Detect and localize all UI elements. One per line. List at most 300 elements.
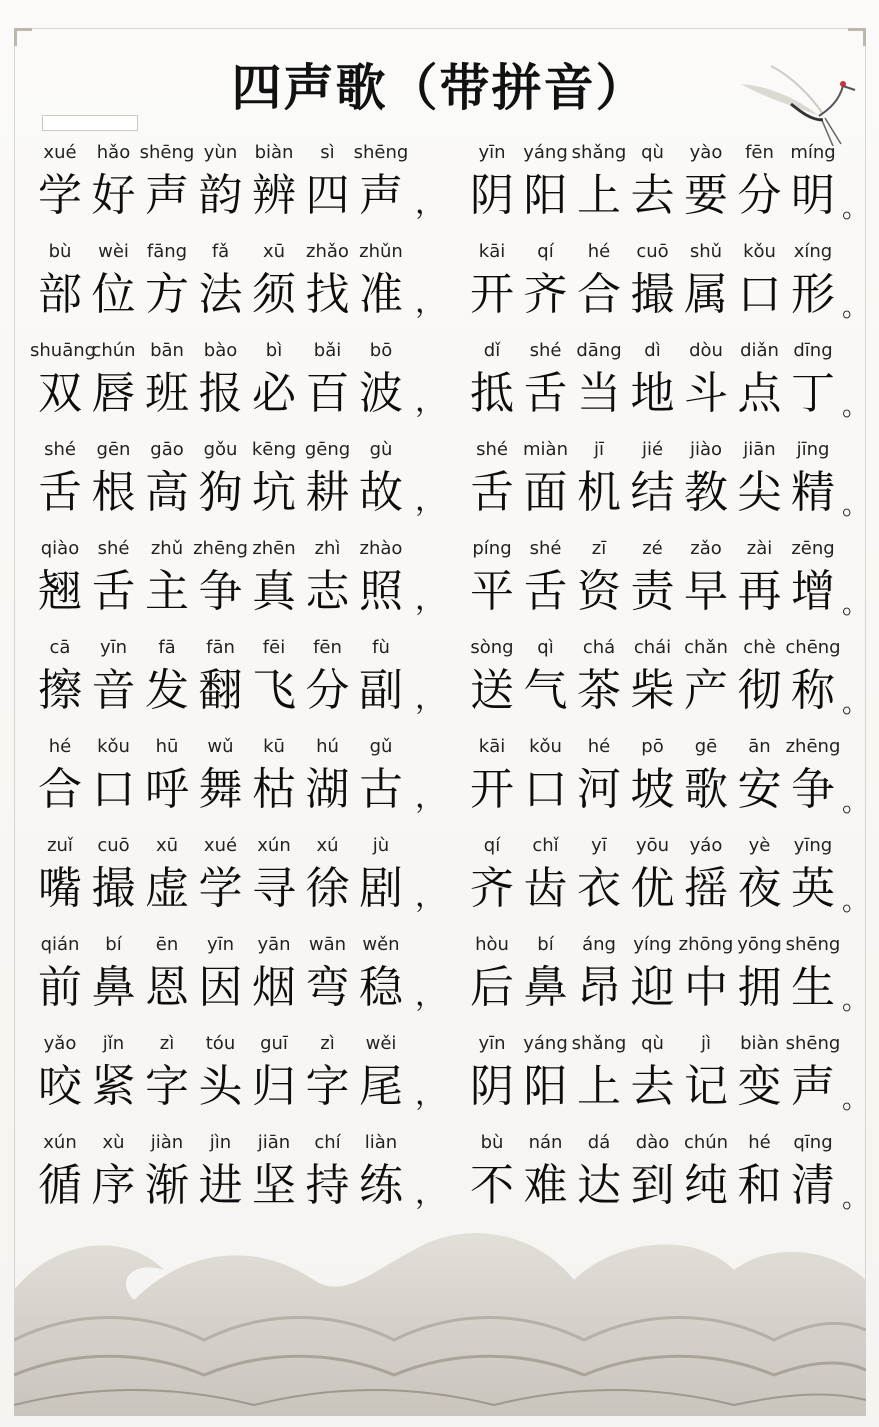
pinyin-syllable: xū: [155, 835, 179, 856]
hanzi-char: 齿: [523, 863, 568, 914]
pinyin-line: [34, 835, 424, 859]
hanzi-char: 呼: [145, 764, 189, 815]
pinyin-line: [34, 1132, 424, 1156]
pinyin-syllable: sì: [320, 142, 335, 163]
hanzi-line: [34, 267, 434, 323]
hanzi-char: 寻: [252, 863, 296, 914]
pinyin-syllable: shēng: [139, 142, 195, 163]
verse-line-left: [34, 435, 434, 534]
pinyin-syllable: míng: [790, 142, 836, 163]
pinyin-syllable: chǐ: [532, 835, 559, 856]
pinyin-syllable: píng: [472, 538, 512, 559]
hanzi-line: [34, 366, 434, 422]
hanzi-char: 合: [577, 269, 621, 320]
hanzi-char: 上: [577, 170, 621, 221]
hanzi-char: 拥: [737, 962, 782, 1013]
pinyin-syllable: shēng: [353, 142, 409, 163]
hanzi-char: 纯: [684, 1160, 728, 1211]
hanzi-char: 头: [198, 1061, 243, 1112]
hanzi-char: 气: [523, 665, 568, 716]
verse-row: [0, 534, 879, 633]
hanzi-line: [466, 762, 869, 818]
pinyin-syllable: yíng: [633, 934, 672, 955]
pinyin-syllable: kǒu: [529, 736, 562, 757]
hanzi-char: 坡: [630, 764, 675, 815]
pinyin-syllable: jiàn: [150, 1132, 184, 1153]
hanzi-char: 进: [198, 1160, 243, 1211]
comma-mark: ，: [415, 681, 445, 716]
pinyin-syllable: gǒu: [203, 439, 238, 460]
pinyin-syllable: dǐ: [483, 340, 501, 361]
verse-line-left: [34, 534, 434, 633]
hanzi-char: 开: [470, 269, 514, 320]
hanzi-char: 因: [198, 962, 243, 1013]
hanzi-char: 鼻: [91, 962, 136, 1013]
hanzi-char: 生: [791, 962, 835, 1013]
pinyin-syllable: zhōng: [678, 934, 734, 955]
hanzi-line: [34, 861, 434, 917]
hanzi-char: 昂: [577, 962, 621, 1013]
pinyin-line: [34, 637, 424, 661]
hanzi-char: 翘: [38, 566, 82, 617]
hanzi-line: [466, 960, 869, 1016]
pinyin-syllable: zì: [159, 1033, 175, 1054]
hanzi-char: 烟: [252, 962, 296, 1013]
verse-row: [0, 138, 879, 237]
verse-row: [0, 633, 879, 732]
pinyin-syllable: qù: [641, 1033, 664, 1054]
hanzi-char: 到: [630, 1160, 675, 1211]
hanzi-char: 口: [91, 764, 136, 815]
pinyin-line: [466, 934, 856, 958]
hanzi-line: [466, 465, 869, 521]
hanzi-char: 声: [145, 170, 189, 221]
pinyin-syllable: xún: [257, 835, 291, 856]
pinyin-syllable: yùn: [203, 142, 238, 163]
hanzi-line: [34, 762, 434, 818]
hanzi-char: 咬: [38, 1061, 82, 1112]
pinyin-syllable: zī: [591, 538, 607, 559]
pinyin-line: [466, 538, 856, 562]
hanzi-char: 耕: [305, 467, 350, 518]
hanzi-char: 必: [252, 368, 296, 419]
hanzi-char: 平: [470, 566, 514, 617]
period-mark: 。: [842, 788, 869, 818]
pinyin-syllable: bǎi: [313, 340, 342, 361]
pinyin-syllable: kǒu: [743, 241, 776, 262]
hanzi-char: 摇: [684, 863, 728, 914]
hanzi-char: 阴: [470, 1061, 514, 1112]
hanzi-char: 精: [791, 467, 835, 518]
verse-row: [0, 1029, 879, 1128]
pinyin-syllable: dá: [587, 1132, 611, 1153]
pinyin-syllable: qí: [537, 241, 554, 262]
pinyin-syllable: áng: [582, 934, 616, 955]
verse-line-right: [466, 1029, 869, 1128]
hanzi-char: 法: [198, 269, 243, 320]
pinyin-syllable: hé: [587, 736, 611, 757]
hanzi-char: 属: [684, 269, 728, 320]
pinyin-syllable: zhǔ: [150, 538, 184, 559]
hanzi-char: 和: [737, 1160, 782, 1211]
pinyin-syllable: hé: [587, 241, 611, 262]
verse-rows: [0, 138, 879, 1227]
hanzi-char: 舌: [470, 467, 514, 518]
hanzi-char: 副: [359, 665, 403, 716]
comma-mark: ，: [415, 582, 445, 617]
period-mark: 。: [842, 689, 869, 719]
comma-mark: ，: [415, 879, 445, 914]
pinyin-syllable: zhì: [314, 538, 341, 559]
hanzi-char: 真: [252, 566, 296, 617]
pinyin-syllable: shé: [476, 439, 508, 460]
hanzi-char: 狗: [198, 467, 243, 518]
pinyin-line: [466, 142, 856, 166]
pinyin-syllable: bì: [265, 340, 283, 361]
period-mark: 。: [842, 1184, 869, 1214]
pinyin-syllable: yīng: [793, 835, 833, 856]
verse-line-left: [34, 831, 434, 930]
hanzi-char: 故: [359, 467, 403, 518]
hanzi-char: 产: [684, 665, 728, 716]
label-box: [42, 115, 138, 131]
pinyin-syllable: jìn: [209, 1132, 232, 1153]
pinyin-syllable: yè: [748, 835, 771, 856]
pinyin-syllable: biàn: [254, 142, 294, 163]
pinyin-syllable: fǎ: [211, 241, 230, 262]
pinyin-syllable: shé: [529, 538, 562, 559]
hanzi-line: [466, 663, 869, 719]
period-mark: 。: [842, 194, 869, 224]
pinyin-line: [34, 538, 424, 562]
pinyin-syllable: zhǎo: [306, 241, 349, 262]
pinyin-syllable: hé: [48, 736, 72, 757]
hanzi-char: 衣: [577, 863, 621, 914]
pinyin-syllable: hòu: [475, 934, 509, 955]
hanzi-char: 声: [791, 1061, 835, 1112]
pinyin-syllable: fā: [158, 637, 176, 658]
verse-row: [0, 336, 879, 435]
hanzi-line: [466, 861, 869, 917]
hanzi-char: 舌: [91, 566, 136, 617]
hanzi-line: [34, 465, 434, 521]
hanzi-char: 阳: [523, 170, 568, 221]
hanzi-line: [466, 1158, 869, 1214]
hanzi-char: 报: [198, 368, 243, 419]
hanzi-char: 湖: [305, 764, 350, 815]
hanzi-char: 舞: [198, 764, 243, 815]
hanzi-char: 字: [305, 1061, 350, 1112]
hanzi-char: 河: [577, 764, 621, 815]
hanzi-char: 飞: [252, 665, 296, 716]
pinyin-syllable: wěi: [365, 1033, 397, 1054]
pinyin-line: [34, 241, 424, 265]
hanzi-char: 口: [523, 764, 568, 815]
pinyin-syllable: yīn: [478, 142, 506, 163]
pinyin-syllable: yáng: [523, 1033, 568, 1054]
pinyin-syllable: yīn: [99, 637, 128, 658]
hanzi-char: 迎: [630, 962, 675, 1013]
pinyin-line: [466, 241, 856, 265]
comma-mark: ，: [415, 978, 445, 1013]
pinyin-syllable: ēn: [155, 934, 179, 955]
period-mark: 。: [842, 293, 869, 323]
pinyin-syllable: bù: [480, 1132, 504, 1153]
verse-line-right: [466, 633, 869, 732]
hanzi-char: 夜: [737, 863, 782, 914]
pinyin-line: [466, 340, 856, 364]
hanzi-char: 发: [145, 665, 189, 716]
pinyin-syllable: fēn: [313, 637, 342, 658]
pinyin-syllable: zhēn: [252, 538, 296, 559]
verse-line-right: [466, 732, 869, 831]
hanzi-char: 声: [359, 170, 403, 221]
verse-line-right: [466, 138, 869, 237]
pinyin-syllable: qì: [537, 637, 554, 658]
pinyin-syllable: yǎo: [43, 1033, 77, 1054]
hanzi-char: 点: [737, 368, 782, 419]
hanzi-char: 准: [359, 269, 403, 320]
pinyin-syllable: fēi: [262, 637, 286, 658]
hanzi-char: 枯: [252, 764, 296, 815]
pinyin-syllable: yáo: [689, 835, 723, 856]
pinyin-syllable: chún: [683, 1132, 729, 1153]
hanzi-char: 合: [38, 764, 82, 815]
hanzi-char: 剧: [359, 863, 403, 914]
pinyin-syllable: gāo: [150, 439, 184, 460]
hanzi-line: [466, 1059, 869, 1115]
pinyin-syllable: zǎo: [690, 538, 722, 559]
pinyin-syllable: zhǔn: [359, 241, 403, 262]
hanzi-char: 位: [91, 269, 136, 320]
hanzi-char: 中: [684, 962, 728, 1013]
hanzi-char: 争: [198, 566, 243, 617]
hanzi-char: 上: [577, 1061, 621, 1112]
pinyin-syllable: wěn: [362, 934, 400, 955]
pinyin-line: [34, 736, 424, 760]
pinyin-syllable: biàn: [740, 1033, 779, 1054]
pinyin-syllable: chí: [314, 1132, 341, 1153]
pinyin-line: [34, 934, 424, 958]
hanzi-char: 尾: [359, 1061, 403, 1112]
hanzi-char: 开: [470, 764, 514, 815]
hanzi-char: 舌: [38, 467, 82, 518]
hanzi-char: 字: [145, 1061, 189, 1112]
hanzi-char: 送: [470, 665, 514, 716]
verse-line-right: [466, 831, 869, 930]
pinyin-syllable: jù: [372, 835, 390, 856]
pinyin-syllable: qián: [40, 934, 80, 955]
pinyin-syllable: yōng: [737, 934, 782, 955]
pinyin-syllable: zì: [320, 1033, 335, 1054]
hanzi-char: 主: [145, 566, 189, 617]
verse-row: [0, 435, 879, 534]
hanzi-char: 弯: [305, 962, 350, 1013]
pinyin-syllable: hé: [748, 1132, 771, 1153]
pinyin-syllable: zhēng: [785, 736, 841, 757]
hanzi-char: 持: [305, 1160, 350, 1211]
hanzi-char: 归: [252, 1061, 296, 1112]
pinyin-syllable: chǎn: [684, 637, 728, 658]
hanzi-char: 早: [684, 566, 728, 617]
page-title: 四声歌（带拼音）: [231, 59, 648, 117]
corner-ornament-right: [848, 28, 866, 46]
hanzi-char: 歌: [684, 764, 728, 815]
pinyin-syllable: zuǐ: [47, 835, 73, 856]
pinyin-syllable: jī: [593, 439, 604, 460]
pinyin-syllable: bào: [203, 340, 238, 361]
pinyin-syllable: dào: [635, 1132, 670, 1153]
hanzi-char: 撮: [630, 269, 675, 320]
hanzi-char: 机: [577, 467, 621, 518]
pinyin-syllable: zēng: [791, 538, 835, 559]
hanzi-char: 韵: [198, 170, 243, 221]
hanzi-char: 双: [38, 368, 82, 419]
hanzi-char: 古: [359, 764, 403, 815]
pinyin-syllable: jié: [641, 439, 664, 460]
pinyin-line: [466, 835, 856, 859]
hanzi-char: 序: [91, 1160, 136, 1211]
comma-mark: ，: [415, 285, 445, 320]
hanzi-char: 丁: [791, 368, 835, 419]
pinyin-syllable: hū: [155, 736, 179, 757]
pinyin-syllable: chá: [582, 637, 616, 658]
pinyin-syllable: kāi: [478, 736, 506, 757]
pinyin-syllable: shé: [44, 439, 76, 460]
hanzi-line: [34, 960, 434, 1016]
pinyin-line: [34, 1033, 424, 1057]
pinyin-syllable: qí: [483, 835, 501, 856]
hanzi-char: 尖: [737, 467, 782, 518]
hanzi-char: 根: [91, 467, 136, 518]
pinyin-syllable: tóu: [205, 1033, 236, 1054]
pinyin-syllable: xué: [43, 142, 77, 163]
hanzi-char: 彻: [737, 665, 782, 716]
verse-line-right: [466, 237, 869, 336]
pinyin-syllable: bí: [105, 934, 122, 955]
hanzi-char: 齐: [470, 863, 514, 914]
pinyin-syllable: jīng: [796, 439, 830, 460]
pinyin-syllable: jì: [700, 1033, 711, 1054]
hanzi-line: [34, 663, 434, 719]
wave-decoration: [14, 1210, 866, 1416]
pinyin-syllable: jiān: [743, 439, 776, 460]
hanzi-char: 优: [630, 863, 675, 914]
pinyin-syllable: hú: [316, 736, 339, 757]
pinyin-syllable: dì: [644, 340, 661, 361]
hanzi-char: 增: [791, 566, 835, 617]
hanzi-char: 学: [38, 170, 82, 221]
hanzi-char: 分: [305, 665, 350, 716]
pinyin-syllable: shé: [529, 340, 562, 361]
hanzi-char: 口: [737, 269, 782, 320]
hanzi-char: 练: [359, 1160, 403, 1211]
hanzi-char: 去: [630, 170, 675, 221]
period-mark: 。: [842, 986, 869, 1016]
hanzi-char: 阴: [470, 170, 514, 221]
pinyin-syllable: kū: [263, 736, 285, 757]
pinyin-syllable: chái: [633, 637, 672, 658]
hanzi-char: 分: [737, 170, 782, 221]
pinyin-syllable: hǎo: [96, 142, 131, 163]
pinyin-syllable: xún: [43, 1132, 77, 1153]
hanzi-char: 清: [791, 1160, 835, 1211]
pinyin-syllable: gǔ: [369, 736, 393, 757]
pinyin-syllable: wèi: [98, 241, 129, 262]
hanzi-char: 柴: [630, 665, 675, 716]
hanzi-char: 再: [737, 566, 782, 617]
verse-line-right: [466, 930, 869, 1029]
verse-row: [0, 237, 879, 336]
hanzi-char: 翻: [198, 665, 243, 716]
pinyin-syllable: qiào: [40, 538, 80, 559]
hanzi-char: 坚: [252, 1160, 296, 1211]
pinyin-syllable: bù: [48, 241, 72, 262]
verse-row: [0, 831, 879, 930]
hanzi-char: 茶: [577, 665, 621, 716]
hanzi-char: 四: [305, 170, 350, 221]
pinyin-syllable: cā: [49, 637, 71, 658]
hanzi-char: 徐: [305, 863, 350, 914]
hanzi-char: 波: [359, 368, 403, 419]
pinyin-line: [34, 142, 424, 166]
pinyin-syllable: shǎng: [571, 1033, 627, 1054]
verse-line-right: [466, 534, 869, 633]
hanzi-char: 渐: [145, 1160, 189, 1211]
hanzi-char: 鼻: [523, 962, 568, 1013]
hanzi-line: [466, 168, 869, 224]
hanzi-line: [466, 267, 869, 323]
pinyin-line: [466, 439, 856, 463]
pinyin-syllable: zhēng: [193, 538, 248, 559]
pinyin-syllable: cuō: [636, 241, 669, 262]
hanzi-char: 形: [791, 269, 835, 320]
hanzi-char: 资: [577, 566, 621, 617]
pinyin-syllable: qù: [641, 142, 664, 163]
hanzi-char: 斗: [684, 368, 728, 419]
pinyin-syllable: bō: [369, 340, 393, 361]
hanzi-char: 前: [38, 962, 82, 1013]
hanzi-char: 变: [737, 1061, 782, 1112]
hanzi-char: 后: [470, 962, 514, 1013]
hanzi-char: 虚: [145, 863, 189, 914]
pinyin-syllable: shēng: [785, 934, 841, 955]
hanzi-char: 当: [577, 368, 621, 419]
corner-ornament-left: [14, 28, 32, 46]
verse-line-left: [34, 1029, 434, 1128]
hanzi-char: 嘴: [38, 863, 82, 914]
pinyin-syllable: chè: [743, 637, 776, 658]
verse-line-left: [30, 336, 434, 435]
pinyin-line: [30, 340, 424, 364]
verse-row: [0, 930, 879, 1029]
hanzi-char: 阳: [523, 1061, 568, 1112]
hanzi-char: 恩: [145, 962, 189, 1013]
comma-mark: ，: [415, 384, 445, 419]
verse-line-right: [466, 435, 869, 534]
hanzi-char: 好: [91, 170, 136, 221]
pinyin-syllable: fāng: [146, 241, 188, 262]
pinyin-syllable: jiān: [257, 1132, 291, 1153]
hanzi-line: [34, 168, 434, 224]
hanzi-char: 辨: [252, 170, 296, 221]
pinyin-syllable: yān: [257, 934, 291, 955]
hanzi-char: 班: [145, 368, 189, 419]
hanzi-char: 要: [684, 170, 728, 221]
pinyin-syllable: yáng: [523, 142, 568, 163]
pinyin-syllable: shēng: [785, 1033, 841, 1054]
pinyin-syllable: kēng: [251, 439, 297, 460]
